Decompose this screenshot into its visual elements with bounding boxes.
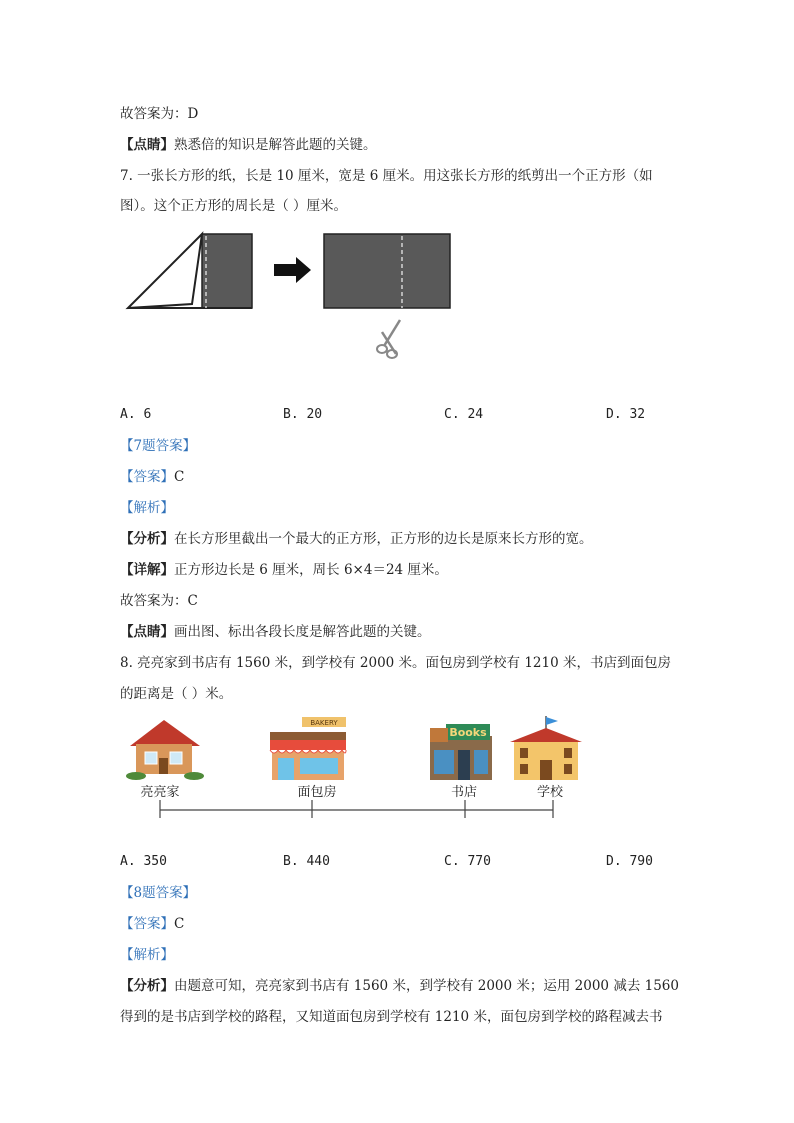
prev-answer: 故答案为：D: [120, 106, 199, 122]
answer-value: C: [174, 469, 185, 485]
q8-option-d[interactable]: D. 790: [606, 854, 653, 869]
fenxi-tag: 【分析】: [120, 978, 174, 994]
distance-line: [160, 800, 553, 818]
q7-dianjing: [120, 623, 431, 641]
q7-final-answer: 故答案为：C: [120, 593, 198, 609]
label-school: 学校: [536, 785, 563, 800]
school-icon: [510, 716, 582, 780]
house-icon: [126, 720, 204, 780]
q7-option-d[interactable]: D. 32: [606, 407, 646, 422]
q7-analysis-header: 【解析】: [120, 500, 174, 516]
label-bookstore: 书店: [450, 785, 477, 800]
q8-figure: [120, 714, 590, 834]
folded-paper: [128, 234, 252, 308]
q8-stem-line2: 的距离是（ ）米。: [120, 686, 233, 702]
xiangjie-text: 正方形边长是 6 厘米，周长 6×4＝24 厘米。: [174, 562, 448, 578]
comment-text: 熟悉倍的知识是解答此题的关键。: [174, 137, 377, 153]
scissors-icon: [377, 320, 400, 358]
q8-stem-line1: 8. 亮亮家到书店有 1560 米，到学校有 2000 米。面包房到学校有 1210 米，书店到面包房: [120, 655, 671, 671]
q7-xiangjie: [120, 561, 448, 579]
comment-tag: 【点睛】: [120, 137, 174, 153]
q8-answer: [120, 915, 184, 933]
q8-fenxi: [120, 977, 679, 995]
q7-option-b[interactable]: B. 20: [283, 407, 323, 422]
label-bakery: 面包房: [297, 785, 337, 800]
q7-stem-line2: 图）。这个正方形的周长是（ ）厘米。: [120, 198, 348, 214]
fenxi-tag: 【分析】: [120, 531, 174, 547]
q7-answer-header: 【7题答案】: [120, 438, 197, 454]
q7-figure: [120, 226, 460, 371]
q7-answer: [120, 468, 184, 486]
answer-tag: 【答案】: [120, 469, 174, 485]
q7-option-c[interactable]: C. 24: [444, 407, 484, 422]
q8-option-c[interactable]: C. 770: [444, 854, 491, 869]
bookstore-icon: [430, 724, 492, 780]
q8-answer-header: 【8题答案】: [120, 885, 197, 901]
q8-analysis-header: 【解析】: [120, 947, 174, 963]
unfolded-paper: [324, 234, 450, 308]
dianjing-tag: 【点睛】: [120, 624, 174, 640]
q8-fenxi-cont: 得到的是书店到学校的路程，又知道面包房到学校有 1210 米，面包房到学校的路程减去书: [120, 1009, 663, 1025]
answer-tag: 【答案】: [120, 916, 174, 932]
bakery-sign: BAKERY: [310, 719, 338, 727]
label-liangliang-home: 亮亮家: [140, 785, 180, 800]
q8-option-b[interactable]: B. 440: [283, 854, 330, 869]
xiangjie-tag: 【详解】: [120, 562, 174, 578]
fenxi-text: 在长方形里截出一个最大的正方形，正方形的边长是原来长方形的宽。: [174, 531, 593, 547]
bakery-icon: [270, 717, 346, 780]
books-sign: Books: [449, 726, 487, 739]
prev-comment: [120, 136, 377, 154]
q7-stem-line1: 7. 一张长方形的纸，长是 10 厘米，宽是 6 厘米。用这张长方形的纸剪出一个正方形（如: [120, 168, 653, 184]
answer-value: C: [174, 916, 185, 932]
q7-option-a[interactable]: A. 6: [120, 407, 152, 422]
fenxi-text: 由题意可知，亮亮家到书店有 1560 米，到学校有 2000 米；运用 2000 减去 1560: [174, 978, 679, 994]
dianjing-text: 画出图、标出各段长度是解答此题的关键。: [174, 624, 431, 640]
arrow-right-icon: [274, 257, 311, 283]
q7-fenxi: [120, 530, 593, 548]
q8-option-a[interactable]: A. 350: [120, 854, 167, 869]
